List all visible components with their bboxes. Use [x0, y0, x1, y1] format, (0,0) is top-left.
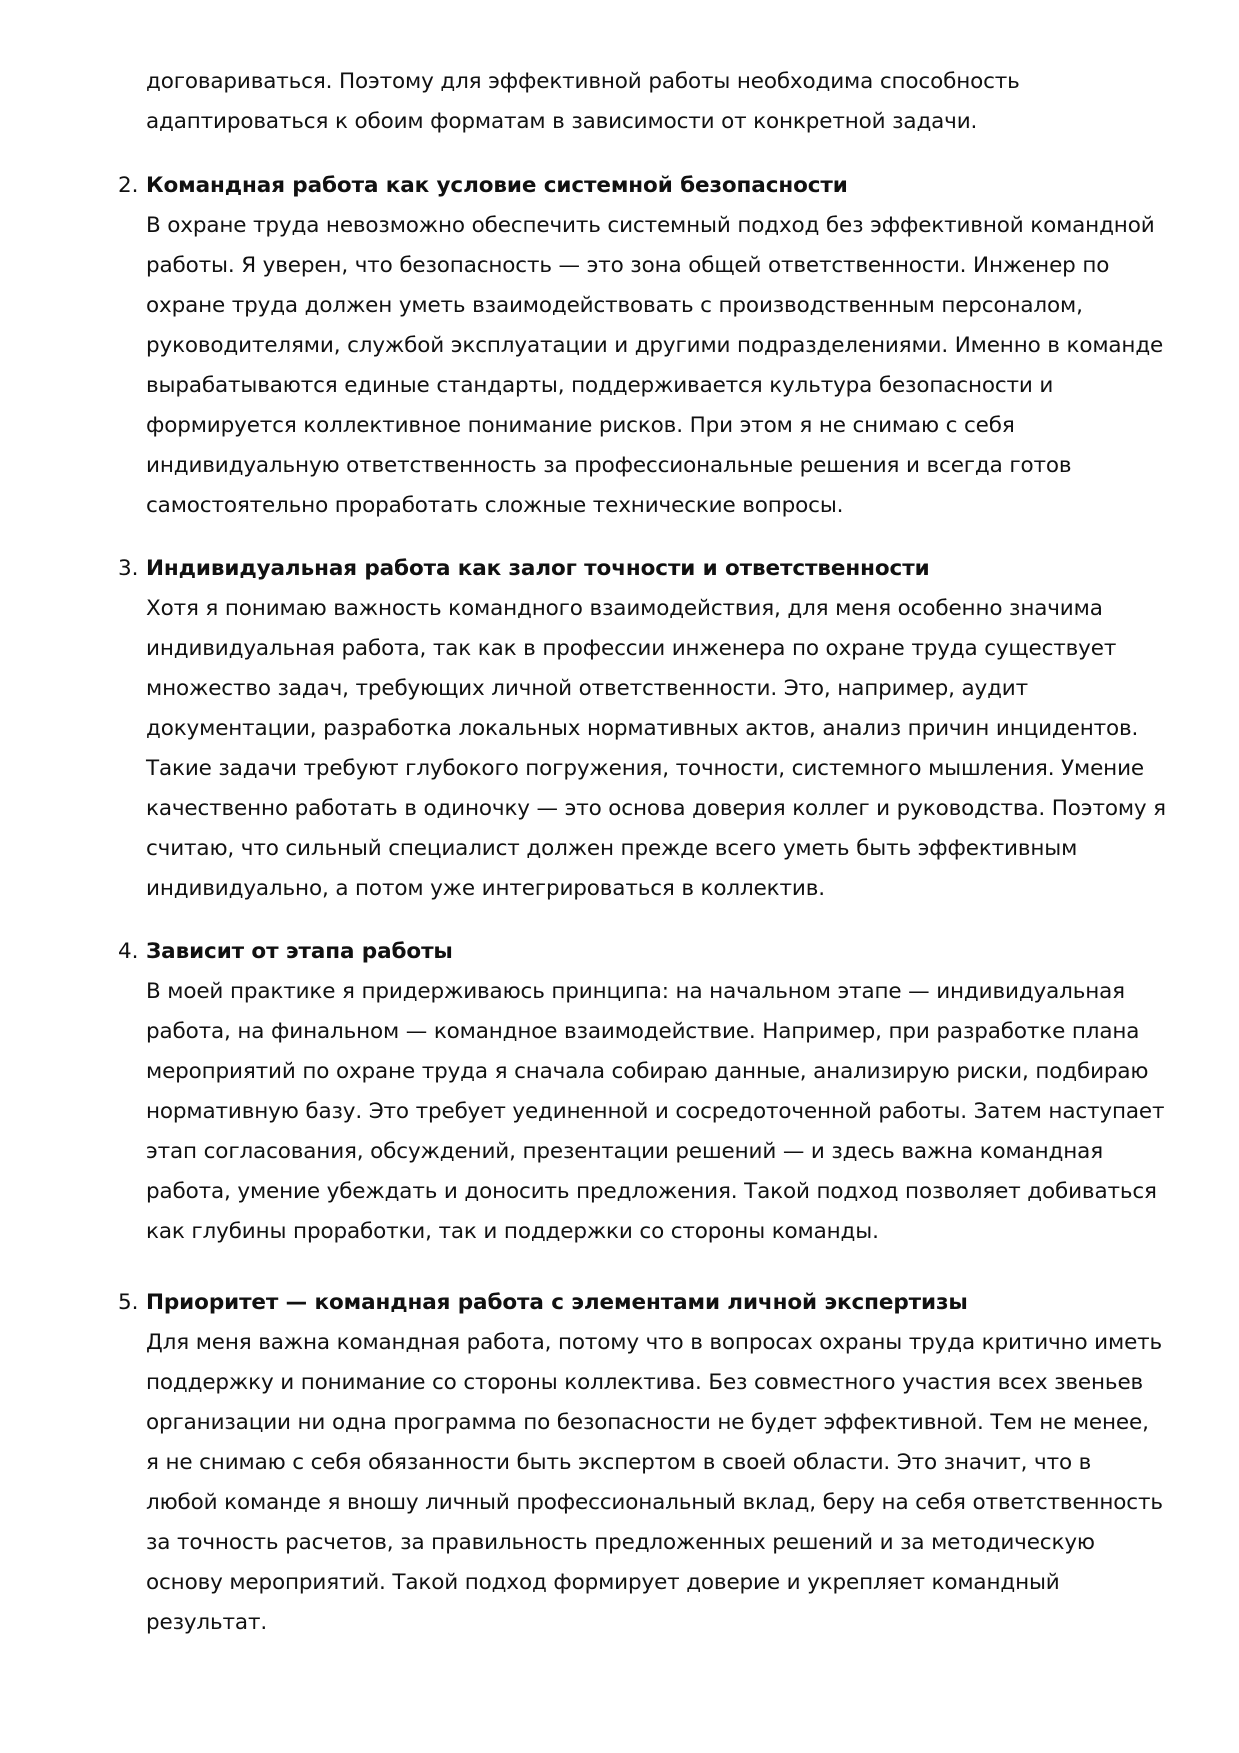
list-item-number: 3.	[118, 556, 139, 581]
list-item-text: В моей практике я придерживаюсь принципа: на начальном этапе — индивидуальная работа, на финальном — командное взаимодействие. Например, при разработке плана мероприятий по охране труда я сначала собираю данные, анализирую риски, подбираю нормативную базу. Это требует уединенной и сосредоточенной работы. Затем наступает этап согласования, обсуждений, презентации решений — и здесь важна командная работа, умение убеждать и доносить предложения. Такой подход позволяет добиваться как глубины проработки, так и поддержки со стороны команды.	[146, 979, 1165, 1244]
list-item-title: Приоритет — командная работа с элементами личной экспертизы	[146, 1290, 968, 1315]
list-item-text: Для меня важна командная работа, потому что в вопросах охраны труда критично иметь поддержку и понимание со стороны коллектива. Без совместного участия всех звеньев организации ни одна программа по безопасности не будет эффективной. Тем не менее, я не снимаю с себя обязанности быть экспертом в своей области. Это значит, что в любой команде я вношу личный профессиональный вклад, беру на себя ответственность за точность расчетов, за правильность предложенных решений и за методическую основу мероприятий. Такой подход формирует доверие и укрепляет командный результат.	[146, 1330, 1163, 1635]
list-item-body	[146, 1283, 1166, 1643]
list-item-body	[146, 932, 1166, 1252]
list-item-number: 4.	[118, 939, 139, 964]
list-item-title: Командная работа как условие системной безопасности	[146, 173, 848, 198]
list-item-number: 2.	[118, 173, 139, 198]
continuation-paragraph: договариваться. Поэтому для эффективной работы необходима способность адаптироваться к обоим форматам в зависимости от конкретной задачи.	[146, 69, 1020, 134]
list-item-text: Хотя я понимаю важность командного взаимодействия, для меня особенно значима индивидуальная работа, так как в профессии инженера по охране труда существует множество задач, требующих личной ответственности. Это, например, аудит документации, разработка локальных нормативных актов, анализ причин инцидентов. Такие задачи требуют глубокого погружения, точности, системного мышления. Умение качественно работать в одиночку — это основа доверия коллег и руководства. Поэтому я считаю, что сильный специалист должен прежде всего уметь быть эффективным индивидуально, а потом уже интегрироваться в коллектив.	[146, 596, 1166, 901]
list-item-title: Индивидуальная работа как залог точности и ответственности	[146, 556, 930, 581]
list-item-body	[146, 549, 1166, 909]
list-item-text: В охране труда невозможно обеспечить системный подход без эффективной командной работы. Я уверен, что безопасность — это зона общей ответственности. Инженер по охране труда должен уметь взаимодействовать с производственным персоналом, руководителями, службой эксплуатации и другими подразделениями. Именно в команде вырабатываются единые стандарты, поддерживается культура безопасности и формируется коллективное понимание рисков. При этом я не снимаю с себя индивидуальную ответственность за профессиональные решения и всегда готов самостоятельно проработать сложные технические вопросы.	[146, 213, 1164, 518]
list-item-number: 5.	[118, 1290, 139, 1315]
list-item-title: Зависит от этапа работы	[146, 939, 453, 964]
list-item-body	[146, 166, 1166, 526]
